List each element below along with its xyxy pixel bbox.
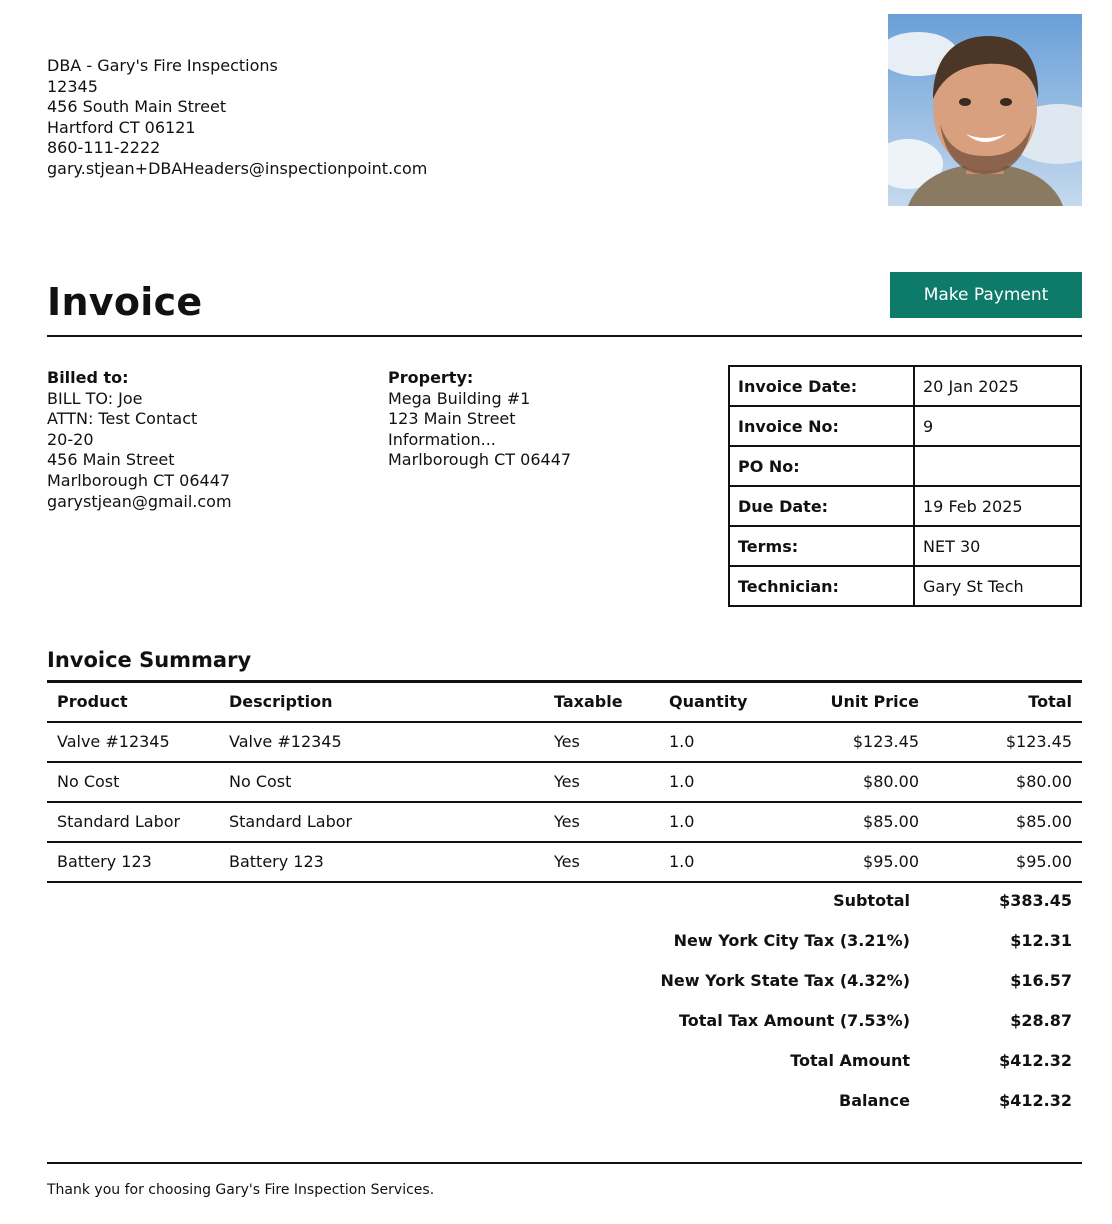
company-name: DBA - Gary's Fire Inspections [47,56,278,75]
meta-value: 19 Feb 2025 [914,486,1081,526]
company-code: 12345 [47,76,98,96]
table-header-row [47,682,1082,722]
invoice-meta-table [728,365,1082,607]
meta-row-technician [729,566,1081,606]
totals-row-total-amount [47,1040,1082,1080]
table-row [47,722,1082,762]
cell-product: Valve #12345 [57,732,170,751]
totals-row-balance [47,1080,1082,1120]
line-items-table [47,680,1082,883]
property-line: Mega Building #1 [388,388,531,408]
cell-product: Standard Labor [57,812,181,831]
cell-total: $85.00 [1016,812,1072,831]
totals-row-nys-tax [47,960,1082,1000]
totals-label: Total Tax Amount (7.53%) [679,1010,910,1030]
totals-label: Total Amount [790,1050,910,1070]
technician-photo [888,14,1082,206]
cell-taxable: Yes [554,732,580,751]
totals-row-nyc-tax [47,920,1082,960]
meta-key: Technician: [729,566,914,606]
meta-value: Gary St Tech [914,566,1081,606]
invoice-summary-title: Invoice Summary [47,648,252,672]
cell-taxable: Yes [554,812,580,831]
cell-quantity: 1.0 [669,772,695,791]
meta-key: PO No: [729,446,914,486]
billed-to-label: Billed to: [47,368,129,387]
meta-row-invoice-no [729,406,1081,446]
totals-label: New York State Tax (4.32%) [660,970,910,990]
billed-line: 20-20 [47,429,94,449]
totals-label: Subtotal [833,890,910,910]
invoice-title: Invoice [47,280,203,324]
cell-description: Standard Labor [229,812,353,831]
col-header-unit-price: Unit Price [830,692,919,712]
company-email: gary.stjean+DBAHeaders@inspectionpoint.com [47,158,428,178]
table-row [47,842,1082,882]
meta-value: 20 Jan 2025 [914,366,1081,406]
company-address [47,56,427,180]
billed-line: 456 Main Street [47,450,175,470]
meta-row-due-date [729,486,1081,526]
totals-value: $383.45 [999,890,1072,910]
totals-row-subtotal [47,880,1082,920]
footer-thank-you: Thank you for choosing Gary's Fire Inspection Services. [47,1182,435,1198]
col-header-total: Total [1028,692,1072,712]
property-line: Marlborough CT 06447 [388,450,572,470]
meta-value: NET 30 [914,526,1081,566]
col-header-taxable: Taxable [554,692,623,712]
cell-total: $123.45 [1005,732,1072,751]
totals-value: $412.32 [999,1090,1072,1110]
meta-key: Invoice Date: [729,366,914,406]
cell-taxable: Yes [554,852,580,871]
totals-row-total-tax [47,1000,1082,1040]
meta-row-terms [729,526,1081,566]
cell-unit-price: $95.00 [863,852,919,871]
cell-product: Battery 123 [57,852,152,871]
cell-product: No Cost [57,772,120,791]
cell-description: Valve #12345 [229,732,342,751]
table-row [47,802,1082,842]
meta-row-invoice-date [729,366,1081,406]
property-line: Information... [388,429,496,449]
totals-label: New York City Tax (3.21%) [673,930,910,950]
cell-unit-price: $85.00 [863,812,919,831]
cell-description: Battery 123 [229,852,324,871]
billed-line: ATTN: Test Contact [47,409,198,429]
col-header-product: Product [57,692,128,712]
meta-value [914,446,1081,486]
company-city: Hartford CT 06121 [47,117,196,137]
cell-description: No Cost [229,772,292,791]
property-label: Property: [388,368,474,387]
totals-value: $12.31 [1010,930,1072,950]
col-header-quantity: Quantity [669,692,748,712]
table-row [47,762,1082,802]
billed-email: garystjean@gmail.com [47,491,232,511]
totals-value: $16.57 [1010,970,1072,990]
property-line: 123 Main Street [388,409,516,429]
title-divider [47,335,1082,337]
cell-quantity: 1.0 [669,852,695,871]
totals-value: $412.32 [999,1050,1072,1070]
col-header-description: Description [229,692,333,712]
meta-value: 9 [914,406,1081,446]
cell-quantity: 1.0 [669,732,695,751]
totals-label: Balance [839,1090,910,1110]
cell-unit-price: $123.45 [852,732,919,751]
property-block [388,368,571,471]
meta-key: Invoice No: [729,406,914,446]
billed-line: Marlborough CT 06447 [47,470,231,490]
cell-unit-price: $80.00 [863,772,919,791]
company-phone: 860-111-2222 [47,138,161,158]
make-payment-button[interactable]: Make Payment [890,272,1082,318]
footer-divider [47,1162,1082,1164]
company-street: 456 South Main Street [47,97,227,117]
totals-table [47,880,1082,1120]
meta-row-po-no [729,446,1081,486]
billed-to-block [47,368,232,512]
cell-quantity: 1.0 [669,812,695,831]
totals-value: $28.87 [1010,1010,1072,1030]
cell-total: $95.00 [1016,852,1072,871]
billed-line: BILL TO: Joe [47,388,143,408]
cell-taxable: Yes [554,772,580,791]
meta-key: Terms: [729,526,914,566]
cell-total: $80.00 [1016,772,1072,791]
meta-key: Due Date: [729,486,914,526]
